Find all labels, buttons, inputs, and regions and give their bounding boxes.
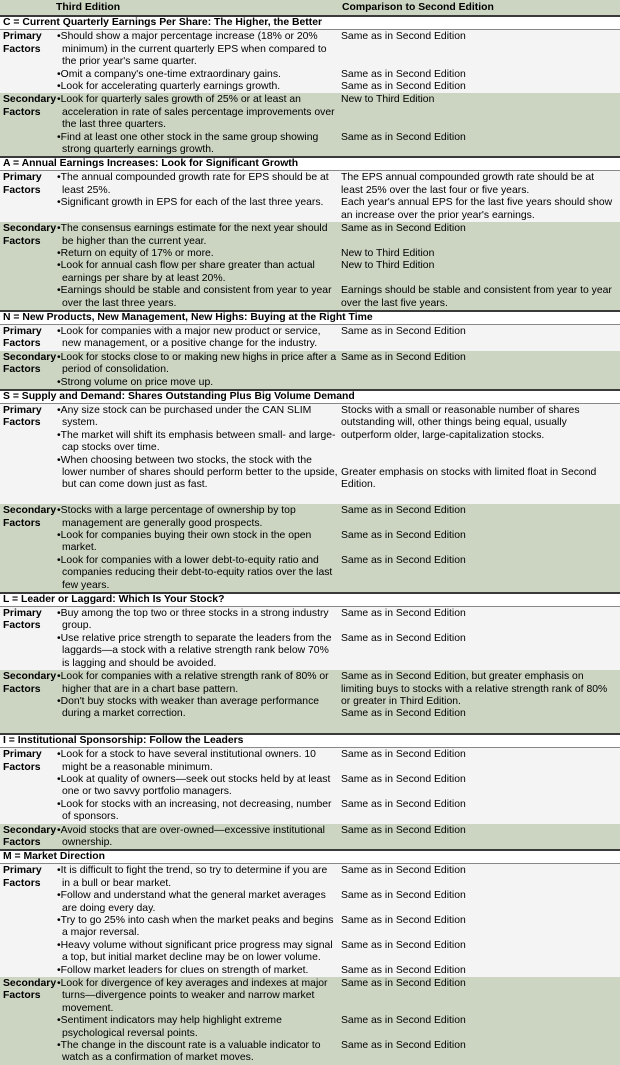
factor-item-text: Look for companies buying their own stock in the open market. [60,530,312,554]
bullet-icon: • [57,1015,61,1027]
factor-label [0,222,56,311]
comparison-text: Each year's annual EPS for the last five years should show an increase over the prior year's earnings. [341,197,613,221]
bullet-icon: • [57,325,61,337]
factor-label [0,93,56,157]
factor-type: Secondary [3,351,57,363]
factor-type: Secondary [3,94,57,106]
third-edition-items [56,403,338,504]
bullet-icon: • [57,1040,61,1052]
factor-type: Secondary [3,223,57,235]
bullet-icon: • [57,915,61,926]
factor-type: Primary [3,749,42,761]
factor-item-text: It is difficult to fight the trend, so try to determine if you are in a bull or bear market. [60,865,328,889]
header-spacer [0,0,56,16]
third-edition-items [56,222,338,311]
factor-item [56,197,338,209]
comparison-text: Stocks with a small or reasonable number of shares outstanding will, other things being equal, usually outperform older, large-capitalization stocks. [341,404,580,441]
factor-label [0,30,56,94]
factor-label [0,864,56,977]
third-edition-items [56,977,338,1065]
factor-word: Factors [3,106,41,118]
comparison-text: Same as in Second Edition [341,824,466,836]
factor-item-text: Look for quarterly sales growth of 25% or at least an acceleration in rate of sales percentage improvements over the last three quarters. [60,94,335,131]
comparison-text: Same as in Second Edition [341,325,466,337]
factor-word: Factors [3,235,41,247]
comparison-text: Same as in Second Edition [341,749,466,761]
factor-item-text: Look for companies with a major new product or service, new management, or a positive change for the industry. [60,325,321,350]
factor-item [56,405,338,430]
section-header-row [0,16,620,30]
bullet-icon: • [57,223,61,235]
factor-item [56,94,338,131]
section-title: S = Supply and Demand: Shares Outstanding Plus Big Volume Demand [0,390,620,404]
factor-item-text: Try to go 25% into cash when the market peaks and begins a major reversal. [60,915,334,939]
bullet-icon: • [57,530,61,542]
comparison-text: New to Third Edition [341,94,435,106]
bullet-icon: • [57,554,61,566]
factor-item [56,223,338,248]
comparison-text: New to Third Edition [341,260,435,272]
factor-item [56,965,338,977]
comparison-text: Same as in Second Edition [341,708,466,720]
factor-word: Factors [3,990,41,1002]
comparison-text: Same as in Second Edition [341,608,466,620]
factor-item [56,455,338,492]
primary-factors-group [0,324,620,350]
factor-type: Primary [3,325,42,337]
secondary-factors-group [0,670,620,734]
factor-word: Factors [3,620,41,632]
factor-item-text: Significant growth in EPS for each of the last three years. [60,197,324,209]
comparison-items [338,403,620,504]
factor-item [56,865,338,890]
bullet-icon: • [57,505,61,517]
factor-label [0,977,56,1065]
factor-item-text: The change in the discount rate is a valuable indicator to watch as a confirmation of market moves. [60,1040,321,1064]
primary-factors-group [0,171,620,222]
third-edition-items [56,171,338,222]
comparison-text: Same as in Second Edition [341,554,466,566]
bullet-icon: • [57,285,61,297]
secondary-factors-group [0,824,620,851]
factor-label [0,824,56,851]
comparison-text: Same as in Second Edition [341,1015,466,1027]
factor-label [0,403,56,504]
factor-item [56,31,338,68]
factor-item [56,69,338,81]
primary-factors-group [0,403,620,504]
factor-item [56,749,338,774]
bullet-icon: • [57,964,61,976]
factor-item-text: Sentiment indicators may help highlight extreme psychological reversal points. [60,1015,282,1039]
comparison-items [338,864,620,977]
primary-factors-group [0,748,620,824]
factor-item [56,326,338,351]
factor-item [56,248,338,260]
comparison-items [338,93,620,157]
bullet-icon: • [57,798,61,810]
bullet-icon: • [57,247,61,259]
header-third-edition: Third Edition [56,2,121,13]
bullet-icon: • [57,351,61,363]
section-title: A = Annual Earnings Increases: Look for Significant Growth [0,157,620,171]
third-edition-items [56,670,338,734]
bullet-icon: • [57,260,61,272]
comparison-text: The EPS annual compounded growth rate should be at least 25% over the last four or five years. [341,172,595,196]
comparison-text: Same as in Second Edition, but greater emphasis on limiting buys to stocks with a relative strength rank of 80% or greater in Third Edition. [341,671,608,707]
comparison-text: Same as in Second Edition [341,964,466,976]
bullet-icon: • [57,429,61,441]
section-title: N = New Products, New Management, New Highs: Buying at the Right Time [0,311,620,325]
comparison-text: Same as in Second Edition [341,351,466,363]
factor-item-text: Earnings should be stable and consistent from year to year over the last three years. [60,285,332,309]
primary-factors-group [0,864,620,977]
third-edition-items [56,824,338,851]
third-edition-items [56,351,338,390]
bullet-icon: • [57,68,61,80]
section-header-row [0,390,620,404]
factor-item [56,774,338,799]
header-comparison: Comparison to Second Edition [342,2,494,13]
bullet-icon: • [57,454,61,466]
factor-item [56,799,338,824]
table-header [0,0,620,16]
bullet-icon: • [57,172,61,184]
comparison-items [338,670,620,734]
factor-item-text: Avoid stocks that are over-owned—excessive institutional ownership. [60,824,325,848]
comparison-items [338,351,620,390]
comparison-items [338,607,620,671]
factor-item-text: Heavy volume without significant price progress may signal a top, but initial market decline may be on lower volume. [60,939,333,964]
factor-item [56,608,338,633]
factor-word: Factors [3,761,41,773]
factor-item-text: Look for stocks close to or making new highs in price after a period of consolidation. [60,351,337,376]
factor-type: Primary [3,31,42,43]
factor-label [0,324,56,350]
factor-item [56,915,338,940]
factor-label [0,504,56,593]
section-header-row [0,593,620,607]
secondary-factors-group [0,222,620,311]
comparison-text: Same as in Second Edition [341,890,466,902]
factor-item-text: Any size stock can be purchased under the CAN SLIM system. [60,404,312,429]
bullet-icon: • [57,695,61,707]
factor-item [56,530,338,555]
comparison-text: Same as in Second Edition [341,131,466,143]
factor-item [56,825,338,850]
factor-item-text: Buy among the top two or three stocks in a strong industry group. [60,608,329,632]
factor-item [56,696,338,721]
factor-item [56,132,338,157]
third-edition-items [56,864,338,977]
factor-item-text: Look for divergence of key averages and indexes at major turns—divergence points to weaker and narrow market movement. [60,978,328,1014]
factor-item [56,978,338,1015]
bullet-icon: • [57,749,61,761]
factor-item-text: Use relative price strength to separate the leaders from the laggards—a stock with a relative strength rank below 70% is lagging and should be avoided. [60,632,332,669]
third-edition-items [56,324,338,350]
factor-item-text: Follow and understand what the general market averages are doing every day. [60,890,326,914]
comparison-text: Same as in Second Edition [341,939,466,951]
comparison-text: Greater emphasis on stocks with limited float in Second Edition. [341,467,597,491]
bullet-icon: • [57,376,61,388]
comparison-items [338,222,620,311]
comparison-text [341,377,620,389]
factor-item-text: Look for annual cash flow per share greater than actual earnings per share by at least 20%. [60,260,315,284]
secondary-factors-group [0,977,620,1065]
factor-item-text: Omit a company's one-time extraordinary gains. [60,68,281,80]
factor-item-text: Strong volume on price move up. [60,376,214,388]
comparison-text: Same as in Second Edition [341,81,466,93]
factor-item-text: Look at quality of owners—seek out stocks held by at least one or two savvy portfolio managers. [60,773,331,798]
factor-label [0,351,56,390]
comparison-text [341,442,620,467]
factor-word: Factors [3,338,41,350]
bullet-icon: • [57,632,61,644]
factor-type: Secondary [3,824,57,836]
table-body [0,16,620,1064]
factor-type: Primary [3,172,42,184]
bullet-icon: • [57,890,61,902]
factor-type: Primary [3,608,42,620]
factor-item [56,172,338,197]
comparison-text: Same as in Second Edition [341,1040,466,1052]
bullet-icon: • [57,939,61,951]
factor-word: Factors [3,364,41,376]
factor-item [56,671,338,696]
factor-label [0,748,56,824]
bullet-icon: • [57,131,61,143]
bullet-icon: • [57,197,61,209]
bullet-icon: • [57,824,61,836]
section-title: I = Institutional Sponsorship: Follow the Leaders [0,734,620,748]
comparison-items [338,748,620,824]
factor-item-text: Look for stocks with an increasing, not decreasing, number of sponsors. [60,798,332,823]
section-header-row [0,734,620,748]
factor-item-text: Look for accelerating quarterly earnings growth. [60,81,281,93]
factor-item [56,377,338,389]
factor-word: Factors [3,517,41,529]
factor-item-text: The annual compounded growth rate for EPS should be at least 25%. [60,172,329,196]
bullet-icon: • [57,608,61,620]
bullet-icon: • [57,94,61,106]
bullet-icon: • [57,81,61,93]
secondary-factors-group [0,351,620,390]
bullet-icon: • [57,31,61,43]
comparison-text: Same as in Second Edition [341,915,466,926]
factor-item [56,940,338,965]
section-title: M = Market Direction [0,850,620,864]
comparison-items [338,824,620,851]
comparison-text: Same as in Second Edition [341,978,466,990]
comparison-items [338,977,620,1065]
comparison-text: Same as in Second Edition [341,68,466,80]
section-header-row [0,157,620,171]
factor-type: Secondary [3,671,57,683]
factor-item [56,260,338,285]
factor-item [56,555,338,592]
comparison-text: Same as in Second Edition [341,505,466,517]
factor-item [56,1040,338,1065]
factor-item [56,81,338,93]
factor-type: Secondary [3,978,57,990]
comparison-text: Same as in Second Edition [341,865,466,877]
factor-label [0,607,56,671]
primary-factors-group [0,607,620,671]
section-title: C = Current Quarterly Earnings Per Share: The Higher, the Better [0,16,620,30]
factor-item [56,633,338,670]
factor-item [56,352,338,377]
factor-item-text: The market will shift its emphasis between small- and large-cap stocks over time. [60,429,336,454]
secondary-factors-group [0,93,620,157]
factor-item [56,1015,338,1040]
factor-word: Factors [3,877,41,889]
comparison-text: Same as in Second Edition [341,31,466,43]
factor-item-text: Stocks with a large percentage of ownership by top management are generally good prospects. [60,505,296,529]
factor-item [56,430,338,455]
bullet-icon: • [57,404,61,416]
section-header-row [0,311,620,325]
factor-item-text: Find at least one other stock in the same group showing strong quarterly earnings growth. [60,131,319,156]
factor-item-text: Should show a major percentage increase (18% or 20% minimum) in the current quarterly EPS when compared to the prior year's same quarter. [60,31,327,68]
factor-word: Factors [3,43,41,55]
third-edition-items [56,607,338,671]
comparison-text: Same as in Second Edition [341,773,466,785]
factor-type: Primary [3,865,42,877]
bullet-icon: • [57,978,61,990]
bullet-icon: • [57,773,61,785]
factor-item [56,890,338,915]
factor-item-text: The consensus earnings estimate for the next year should be higher than the current year. [60,223,328,247]
factor-item-text: Look for companies with a relative strength rank of 80% or higher that are in a chart base pattern. [60,671,329,695]
section-title: L = Leader or Laggard: Which Is Your Stock? [0,593,620,607]
factor-item [56,505,338,530]
third-edition-items [56,748,338,824]
factor-label [0,670,56,734]
factor-item-text: Return on equity of 17% or more. [60,247,214,259]
comparison-text: New to Third Edition [341,247,435,259]
comparison-text: Same as in Second Edition [341,530,466,542]
factor-item-text: Follow market leaders for clues on strength of market. [60,964,309,976]
comparison-items [338,171,620,222]
comparison-items [338,504,620,593]
factor-word: Factors [3,184,41,196]
primary-factors-group [0,30,620,94]
bullet-icon: • [57,865,61,877]
comparison-text: Same as in Second Edition [341,798,466,810]
factor-type: Secondary [3,505,57,517]
third-edition-items [56,504,338,593]
third-edition-items [56,30,338,94]
section-header-row [0,850,620,864]
third-edition-items [56,93,338,157]
comparison-text: Earnings should be stable and consistent from year to year over the last five years. [341,285,612,309]
factor-item-text: Don't buy stocks with weaker than average performance during a market correction. [60,695,320,720]
factor-word: Factors [3,683,41,695]
factor-word: Factors [3,417,41,429]
comparison-text: Same as in Second Edition [341,632,466,644]
factor-item-text: When choosing between two stocks, the stock with the lower number of shares should perform better to the upside, but can come down just as fast. [60,454,338,491]
factor-label [0,171,56,222]
bullet-icon: • [57,671,61,683]
factor-word: Factors [3,836,41,848]
secondary-factors-group [0,504,620,593]
factor-item-text: Look for companies with a lower debt-to-equity ratio and companies reducing their debt-to-equity ratios over the last few years. [60,554,333,591]
comparison-items [338,30,620,94]
comparison-text: Same as in Second Edition [341,223,466,235]
factor-item [56,285,338,310]
factor-type: Primary [3,404,42,416]
comparison-items [338,324,620,350]
factor-item-text: Look for a stock to have several institutional owners. 10 might be a reasonable minimum. [60,749,316,773]
